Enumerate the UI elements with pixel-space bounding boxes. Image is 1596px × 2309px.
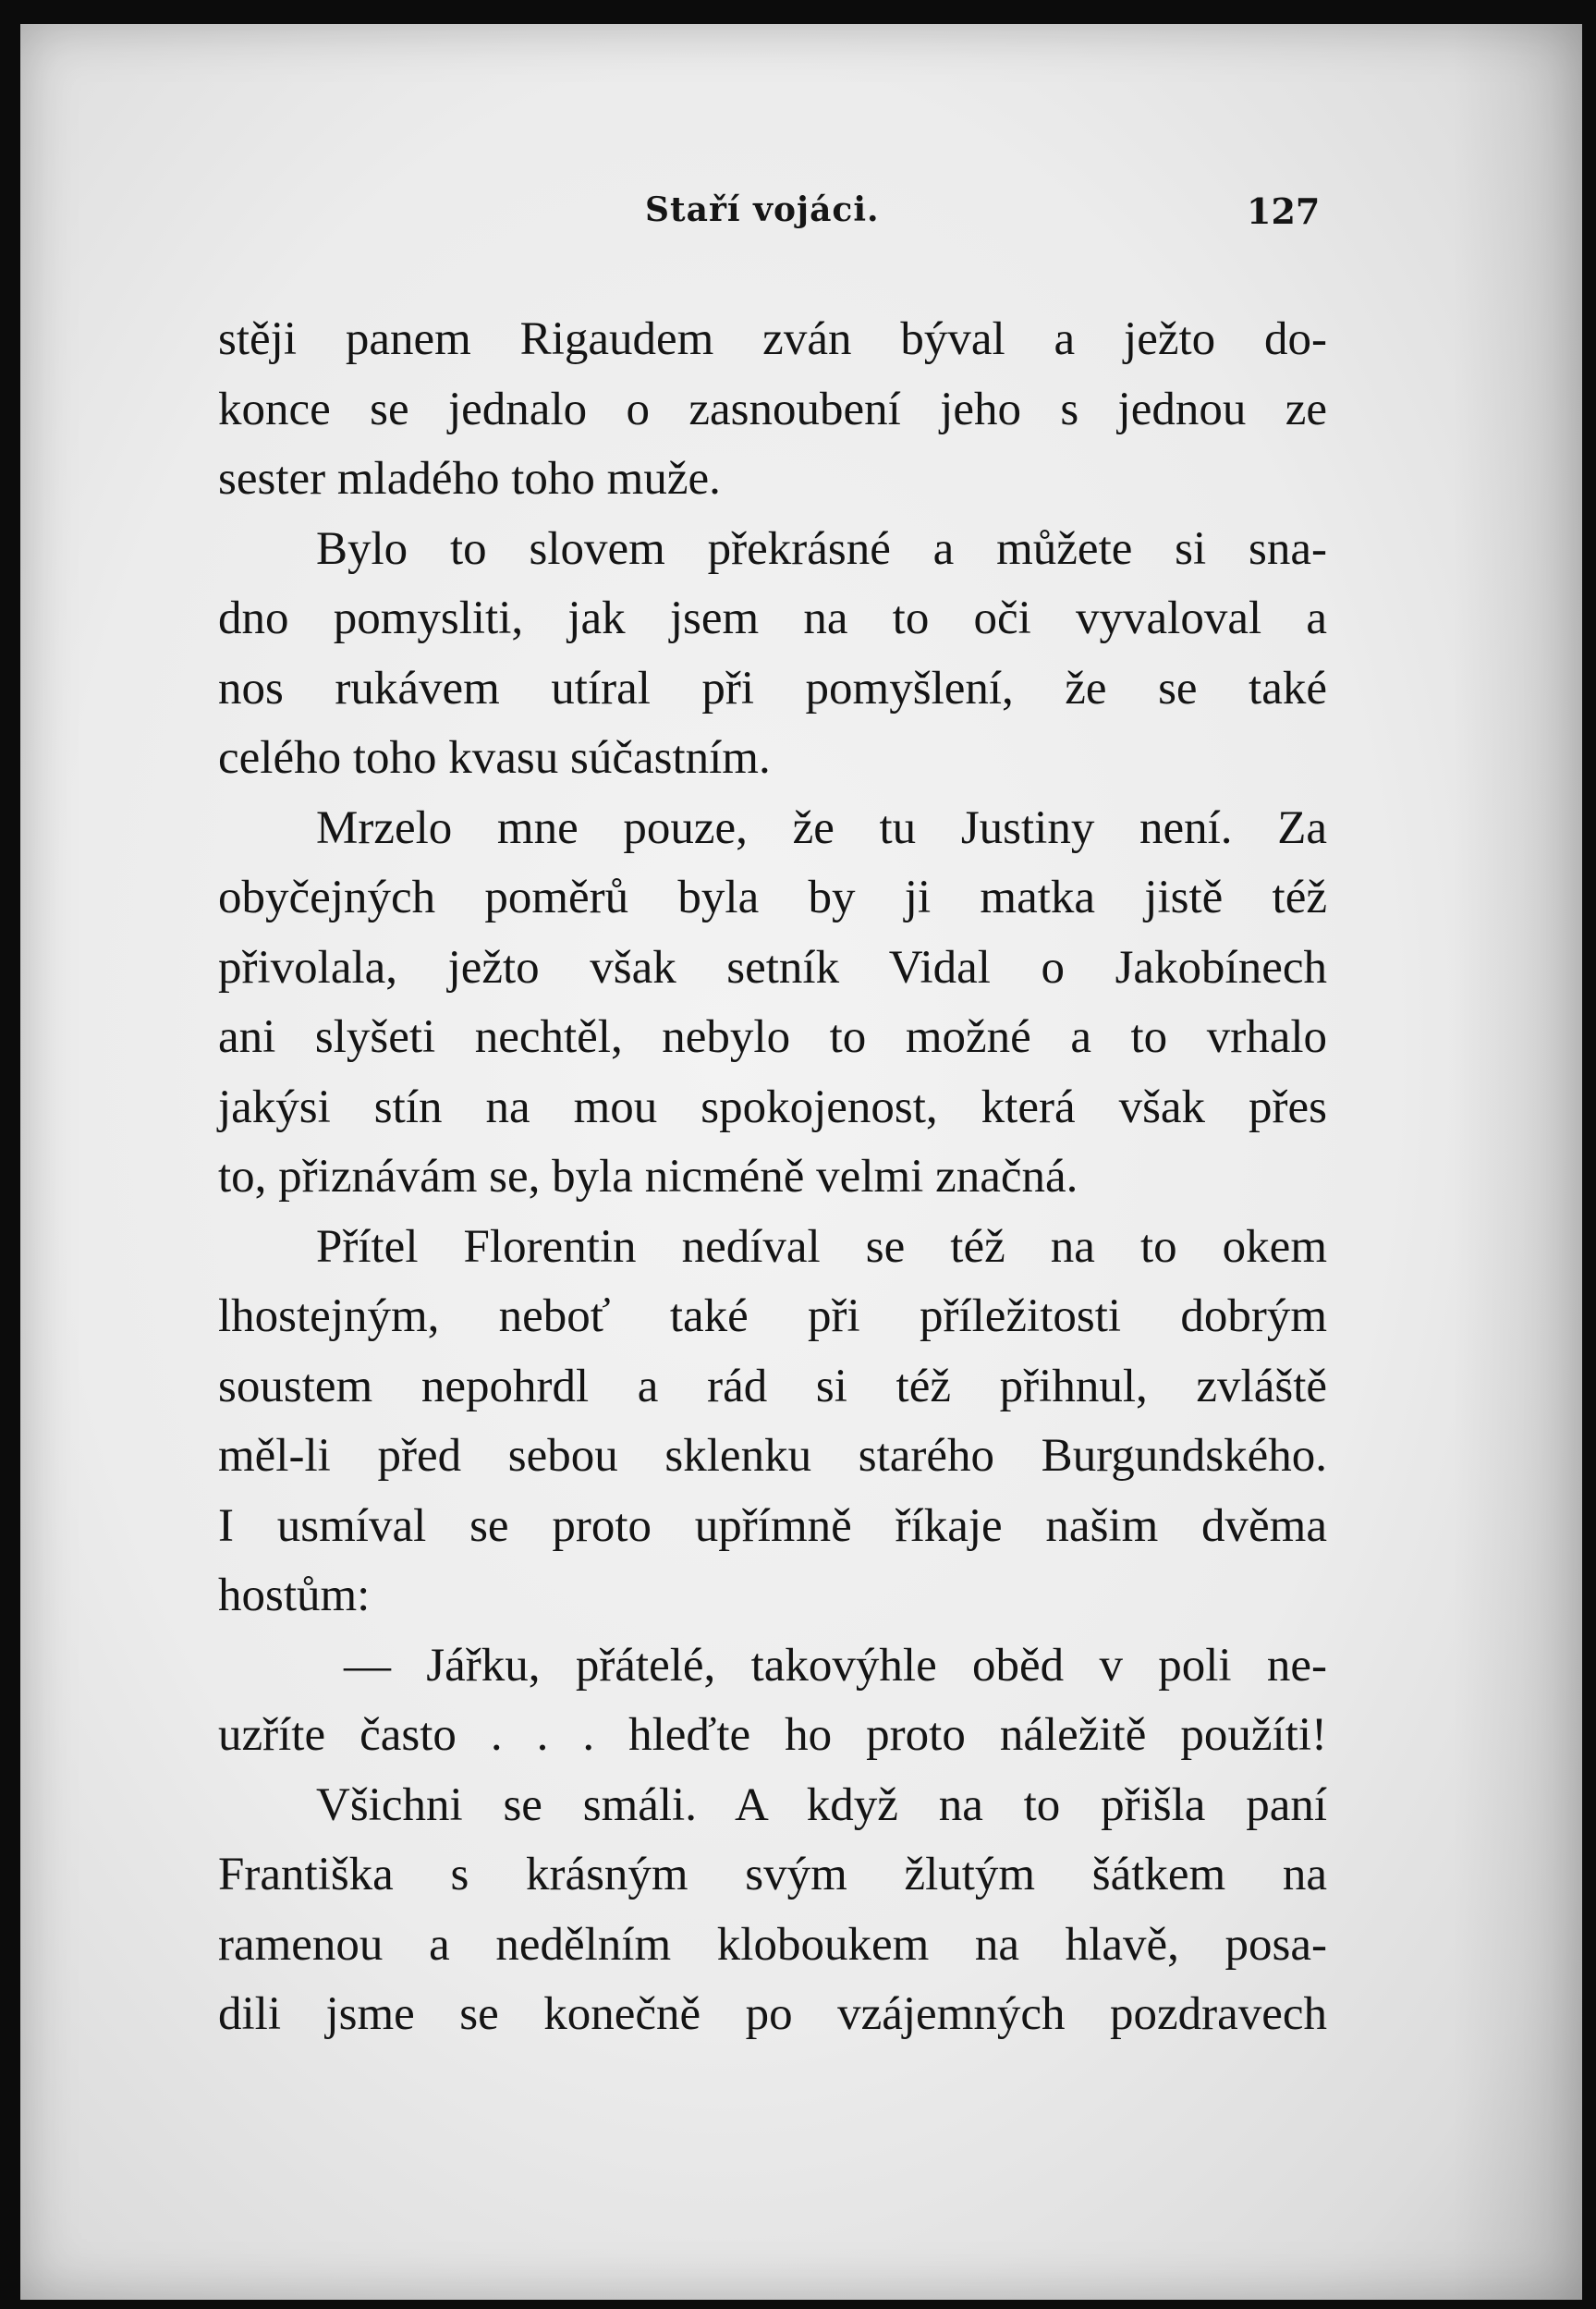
text-line: to, přiznávám se, byla nicméně velmi značná. [218, 1151, 1078, 1203]
text-line: jakýsi stín na mou spokojenost, která však přes [218, 1081, 1327, 1133]
text-line: stěji panem Rigaudem zván býval a ježto do- [218, 313, 1327, 365]
text-line: dno pomysliti, jak jsem na to oči vyvaloval a [218, 593, 1327, 644]
text-line: Všichni se smáli. A když na to přišla paní [316, 1778, 1327, 1831]
running-title: Staří vojáci. [645, 190, 880, 229]
text-line: ramenou a nedělním kloboukem na hlavě, posa- [218, 1918, 1327, 1971]
text-line: přivolala, ježto však setník Vidal o Jakobínech [218, 941, 1327, 994]
text-line: soustem nepohrdl a rád si též přihnul, zvláště [218, 1360, 1327, 1412]
text-line: nos rukávem utíral při pomyšlení, že se také [218, 662, 1327, 715]
text-line: lhostejným, neboť také při příležitosti dobrým [218, 1290, 1327, 1342]
text-line: hostům: [218, 1570, 371, 1621]
body-text [218, 305, 1327, 2050]
text-line: měl-li před sebou sklenku starého Burgundského. [218, 1430, 1327, 1482]
text-line: Mrzelo mne pouze, že tu Justiny není. Za [316, 801, 1327, 854]
text-line: Františka s krásným svým žlutým šátkem na [218, 1849, 1327, 1900]
text-line: I usmíval se proto upřímně říkaje našim dvěma [218, 1499, 1327, 1552]
text-line: — Jářku, přátelé, takovýhle oběd v poli ne- [344, 1639, 1327, 1692]
text-line: obyčejných poměrů byla by ji matka jistě též [218, 872, 1327, 923]
book-page [20, 24, 1582, 2300]
page-number: 127 [1247, 190, 1321, 232]
text-line: Přítel Florentin nedíval se též na to okem [316, 1220, 1327, 1273]
text-line: sester mladého toho muže. [218, 453, 721, 505]
text-line: Bylo to slovem překrásné a můžete si sna- [316, 522, 1327, 575]
text-line: uzříte často . . . hleďte ho proto náležitě použíti! [218, 1709, 1327, 1761]
text-line: ani slyšeti nechtěl, nebylo to možné a to vrhalo [218, 1011, 1327, 1063]
text-line: konce se jednalo o zasnoubení jeho s jednou ze [218, 383, 1327, 435]
page-header [20, 190, 1582, 246]
text-line: celého toho kvasu súčastním. [218, 732, 771, 784]
text-line: dili jsme se konečně po vzájemných pozdravech [218, 1988, 1327, 2040]
